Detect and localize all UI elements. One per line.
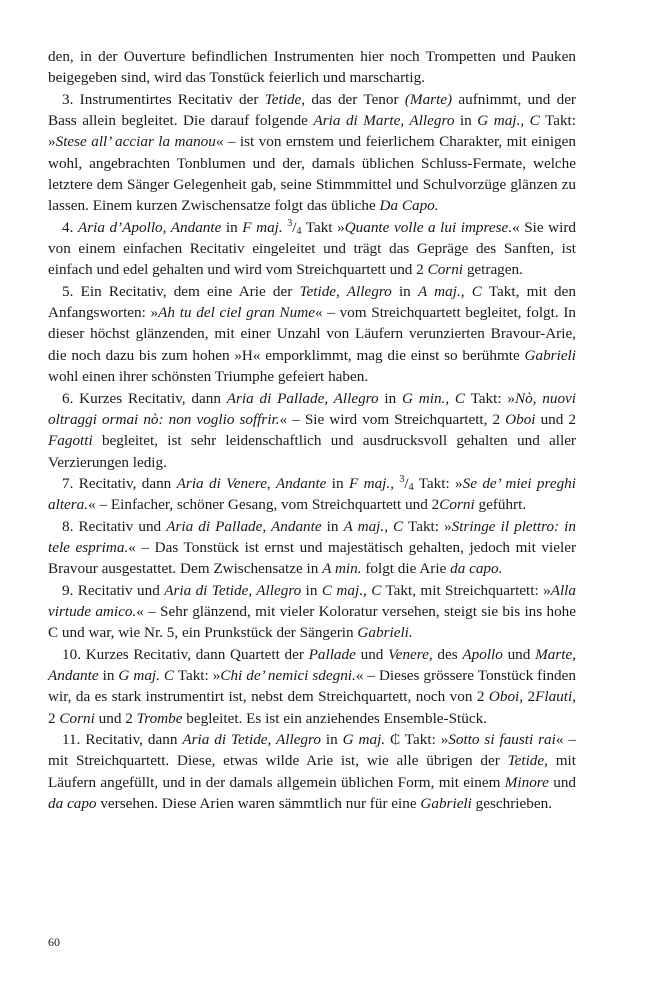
paragraph-item-5: 5. Ein Recitativ, dem eine Arie der Tetide, Allegro in A maj., C Takt, mit den Anfangsworten: »Ah tu del ciel gran Nume« – vom Streichquartett begleitet, folgt. In dieser höchst glänzenden, mit einer Unzahl von Läufern verunzierten Bravour-Arie, die noch dazu bis zum hohen »H« emporklimmt, mag die einst so berühmte Gabrieli wohl einen ihrer schönsten Triumphe gefeiert haben. <box>48 282 576 386</box>
paragraph-item-11: 11. Recitativ, dann Aria di Tetide, Allegro in G maj. ₵ Takt: »Sotto si fausti rai« – mit Streichquartett. Diese, etwas wilde Arie ist, wie alle übrigen der Tetide, mit Läufern angefüllt, und in der damals allgemein üblichen Form, mit einem Minore und da capo versehen. Diese Arien waren sämmtlich nur für eine Gabrieli geschrieben. <box>48 731 577 813</box>
paragraph-item-3: 3. Instrumentirtes Recitativ der Tetide, das der Tenor (Marte) aufnimmt, und der Bass allein begleitet. Die darauf folgende Aria di Marte, Allegro in G maj., C Takt: »Stese all’ acciar la manou« – ist von ernstem und feierlichem Charakter, mit einigen wohl, angebrachten Tonblumen und der, damals üblichen Schluss-Fermate, welche letztere dem Sänger Gelegenheit gab, seine Stimmmittel und Schulvorzüge glänzen zu lassen. Einem kurzen Zwischensatze folgt das übliche Da Capo. <box>48 90 576 215</box>
paragraph-item-4: 4. Aria d’Apollo, Andante in F maj. $^3/_4$ Takt »Quante volle a lui imprese.« Sie wird von einem einfachen Recitativ eingeleitet und trägt das Gepräge des Sanften, ist einfach und edel gehalten und wird vom Streichquartett und 2 Corni getragen. <box>48 217 577 279</box>
paragraph-item-9: 9. Recitativ und Aria di Tetide, Allegro in C maj., C Takt, mit Streichquartett: »Alla virtude amico.« – Sehr glänzend, mit vieler Koloratur versehen, steigt sie bis ins hohe C und war, wie Nr. 5, ein Prunkstück der Sängerin Gabrieli. <box>48 581 576 642</box>
time-signature-fraction: $^3/_4$ <box>287 217 302 237</box>
paragraph-item-6: 6. Kurzes Recitativ, dann Aria di Pallade, Allegro in G min., C Takt: »Nò, nuovi oltraggi ormai nò: non voglio soffrir.« – Sie wird vom Streichquartett, 2 Oboi und 2 Fagotti begleitet, ist sehr leidenschaftlich und ausdrucksvoll gehalten und aller Verzierungen ledig. <box>48 389 576 471</box>
paragraph-item-10: 10. Kurzes Recitativ, dann Quartett der Pallade und Venere, des Apollo und Marte, Andante in G maj. C Takt: »Chi de’ nemici sdegni.« – Dieses grössere Tonstück finden wir, da es stark instrumentirt ist, nebst dem Streichquartett, noch von 2 Oboi, 2Flauti, 2 Corni und 2 Trombe begleitet. Es ist ein anziehendes Ensemble-Stück. <box>48 645 577 727</box>
paragraph-item-8: 8. Recitativ und Aria di Pallade, Andante in A maj., C Takt: »Stringe il plettro: in tele esprima.« – Das Tonstück ist ernst und majestätisch gehalten, jedoch mit vieler Bravour ausgestattet. Dem Zwischensatze in A min. folgt die Arie da capo. <box>48 517 577 578</box>
time-signature-fraction: $^3/_4$ <box>399 473 414 493</box>
page-number: 60 <box>48 935 60 949</box>
paragraph-continuation: den, in der Ouverture befindlichen Instrumenten hier noch Trompetten und Pauken beigegeben sind, wird das Tonstück feierlich und marschartig. <box>48 48 576 87</box>
page-body <box>48 46 576 814</box>
paragraph-item-7: 7. Recitativ, dann Aria di Venere, Andante in F maj., $^3/_4$ Takt: »Se de’ miei preghi altera.« – Einfacher, schöner Gesang, vom Streichquartett und 2Corni geführt. <box>48 473 577 514</box>
